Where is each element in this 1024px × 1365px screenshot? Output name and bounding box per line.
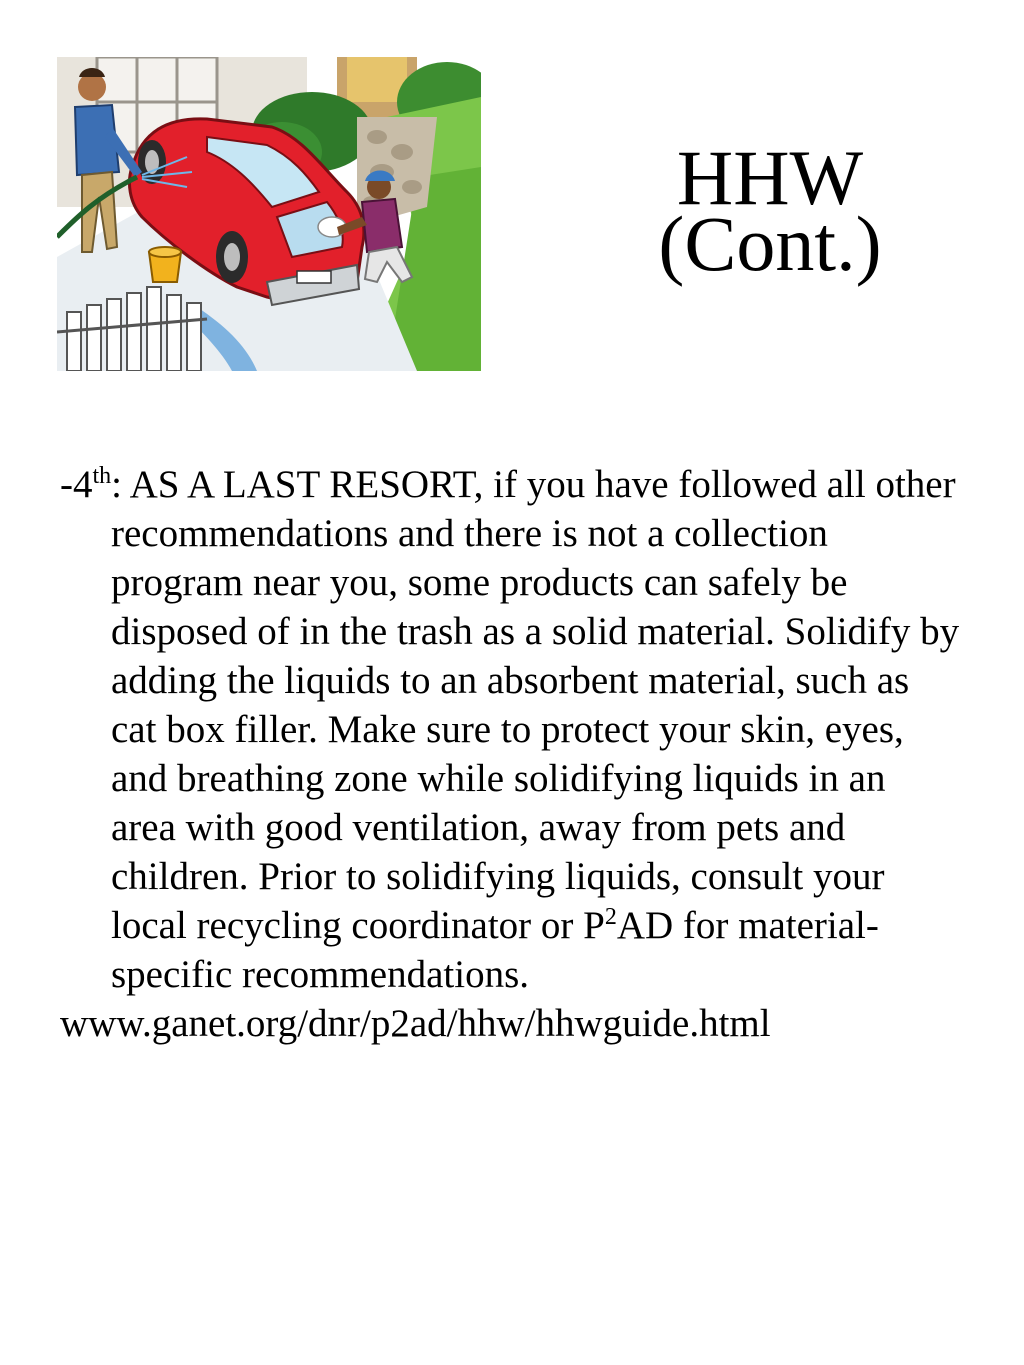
paragraph-text-part1: : AS A LAST RESORT, if you have followed all other recommendations and there is not a collection program near you, some products can safely be disposed of in the trash as a solid material. Solidify by adding the liquids to an absorbent material, such as cat box filler. Make sure to protect your skin, eyes, and breathing zone while solidifying liquids in an area with good ventilation, away from pets and children. Prior to solidifying liquids, consult your local recycling coordinator or P: [111, 463, 960, 947]
title-line-1: HHW: [676, 134, 864, 221]
paragraph-superscript-2: 2: [604, 904, 617, 930]
source-url: www.ganet.org/dnr/p2ad/hhw/hhwguide.html: [60, 1002, 771, 1045]
paragraph-prefix-superscript: th: [92, 463, 112, 489]
paragraph-text-part2: AD for material-specific recommendations.: [111, 904, 879, 996]
body-content: [60, 460, 960, 1048]
paragraph-prefix: -4: [60, 463, 93, 506]
title-line-2: (Cont.): [658, 200, 882, 287]
page-title: [600, 134, 940, 287]
body-paragraph: [60, 460, 960, 999]
car-wash-illustration-icon: [57, 57, 481, 371]
